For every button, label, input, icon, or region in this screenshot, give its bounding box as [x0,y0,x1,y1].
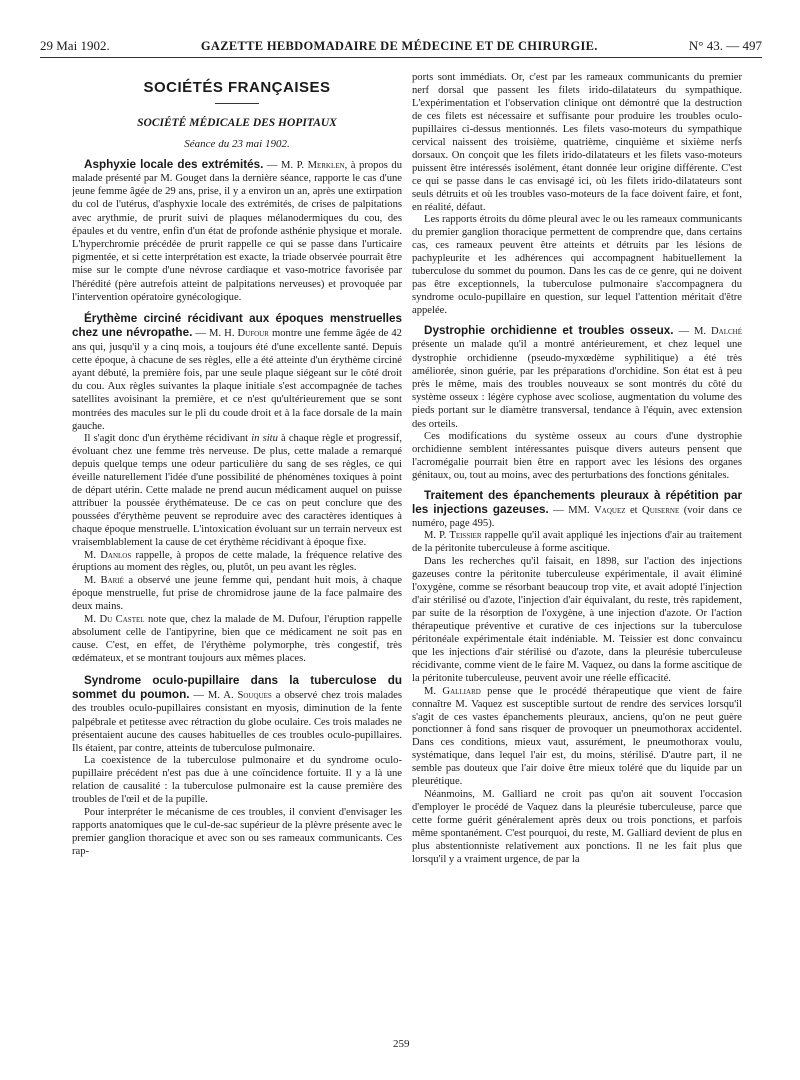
paragraph [412,686,742,790]
left-column [72,72,402,1032]
article-lead: — M. [673,326,712,338]
author-name: Souques [237,690,272,702]
paragraph [72,433,402,550]
author-name: Du Castel [99,614,145,626]
paragraph [412,489,742,531]
page-folio: 259 [393,1038,410,1050]
article-body: présente un malade qu'il a montré antérieurement, et chez lequel une dystrophie orchidienne (pseudo-myxœdème syphilitique) a été très améliorée, sinon guérie, par les préparations d'orchidine. Son état est à peu près le même, mais des troubles nouveaux se sont montrés du côté du système osseux : légère cyphose avec scoliose, augmentation du volume des pieds portant sur le diamètre transversal, tendance à l'équin, avec extension des orteils. [412,339,742,430]
section-title: SOCIÉTÉS FRANÇAISES [143,79,331,96]
article-body: a observé chez trois malades des troubles oculo-pupillaires consistant en myosis, diminution de la fente palpébrale et petitesse avec rétraction du globe oculaire. Ces trois malades ne présentaient aucune des causes habituelles de ces troubles oculo-pupillaires. Ils étaient, par contre, atteints de tuberculose pulmonaire. [72,690,402,755]
section-rule [215,103,259,104]
paragraph: Dans les recherches qu'il faisait, en 1898, sur l'action des injections gazeuses contre la péritonite tuberculeuse expérimentale, il avait éliminé l'oxygène, comme se résorbant beaucoup trop vite, et avait adopté l'injection d'air stérilisé ou d'azote, l'injection d'air équivalant, du reste, très rapidement, par suite de la résorption de l'oxygène, à une injection d'azote. Or l'action thérapeutique préventive et curative de ces injections sur la tuberculose péritonéale expérimentale était indéniable. M. Teissier est donc convaincu que les injections d'air stérilisé ou d'azote, dans la pleurésie tuberculeuse récidivante, comme vient de le faire M. Vaquez, ou dans la forme ascitique de la péritonite tuberculeuse, peuvent avoir une réelle efficacité. [412,556,742,684]
paragraph: Ces modifications du système osseux au cours d'une dystrophie orchidienne semblent intéressantes puisque divers auteurs pensent que l'acromégalie pourrait bien être en rapport avec les lésions des organes génitaux, ou, tout au moins, avec des perturbations des fonctions génitales. [412,430,742,481]
text-run: Il s'agit donc d'un érythème récidivant [84,432,252,444]
text-run: M. [84,614,100,626]
paragraph [72,575,402,614]
author-name: Teissier [449,530,482,542]
author-name: Quiserne [642,504,680,516]
subsection-title: SOCIÉTÉ MÉDICALE DES HOPITAUX [137,116,337,129]
author-name: Dufour [237,328,269,340]
author-name: Vaquez [594,504,626,516]
article-syndrome-oculo [72,674,402,859]
author-name: Merklen [307,159,345,171]
article-lead: — M. P. [263,159,308,171]
author-name: Barié [100,575,124,587]
header-date: 29 Mai 1902. [40,38,110,53]
article-body: , à propos du malade présenté par M. Gouget dans la dernière séance, rapporte le cas d'une jeune femme âgée de 29 ans, prise, il y a environ un an, après une extirpation du col de l'utérus, d'asphyxie locale des extrémités, de crises de palpitations avec arythmie, de prurit suivi de plaques mélanodermiques du cou, des épaules et du ventre, enfin d'un état de profonde asthénie physique et morale. L'hyperchromie précédée de prurit rappelle ce qui se passe dans l'urticaire pigmentée, et si cette interprétation est exacte, la triade observée pourrait être mise sur le compte d'une névrose cardiaque et vaso-motrice favorisée par l'hérédité (père autrefois atteint de palpitations nerveuses) et provoquée par l'intervention opératoire gynécologique. [72,159,402,303]
header-issue-page [689,38,762,54]
running-header [40,38,762,58]
seance-date: Séance du 23 mai 1902. [184,137,290,150]
article-heading: Traitement des épanchements pleuraux à répétition par les injections gazeuses. [412,488,742,516]
article-body: montre une femme âgée de 42 ans qui, jusqu'il y a cinq mois, a toujours été d'une excellente santé. Depuis cette époque, à chacune de ses règles, elle a été atteinte d'un érythème circiné ayant débuté, la première fois, par une seule plaque siégeant sur le côté droit du cou. Aux règles suivantes la plaque initiale s'est accompagnée de taches satellites avoisinant la première, et ce n'est qu'ultérieurement que se sont montrées des macules sur le pli du coude droit et à la face dorsale de la main gauche. [72,328,402,432]
header-page-number: 497 [742,38,762,53]
text-run: M. [84,549,101,561]
paragraph: Les rapports étroits du dôme pleural avec le ou les rameaux communicants du premier ganglion thoracique permettent de comprendre que, dans certains cas, ces rameaux peuvent être atteints et détruits par les lésions de pachypleurite et les adhérences qui accompagnent habituellement la tuberculose du sommet du poumon. Dans les cas de ce genre, qui ne doivent pas être exceptionnels, la tuberculose pulmonaire s'accompagnera du syndrome oculo-pupillaire en question, sur lequel l'attention méritait d'être appelée. [412,214,742,317]
author-name: Danlos [100,549,132,561]
article-heading: Érythème circiné récidivant aux époques menstruelles chez une névropathe. [72,312,402,340]
article-erytheme [72,312,402,666]
article-epanchements [412,489,742,867]
paragraph [72,312,402,433]
article-heading: Asphyxie locale des extrémités. [84,157,264,171]
text-run: M. [84,575,101,587]
paragraph-continued: ports sont immédiats. Or, c'est par les rameaux communicants du premier nerf dorsal que passent les filets irido-dilatateurs du sympathique. L'expérimentation et l'observation clinique ont démontré que la destruction de ces filets est nécessaire et suffisante pour produire les troubles oculo-pupillaires ci-dessus mentionnés. Les filets vaso-moteurs du sympathique cervical naissent des troisième, quatrième, cinquième et sixième nerfs dorsaux. On conçoit que les filets irido-dilatateurs et les filets vaso-moteurs puissent être intéressés isolément, étant donnée leur origine différente. C'est ce qui se passe dans le cas envisagé ici, où les filets irido-dilatateurs sont seuls détruits et où les troubles vaso-moteurs de la face doivent faire, et font, en réalité, défaut. [412,72,742,213]
journal-title: GAZETTE HEBDOMADAIRE DE MÉDECINE ET DE CHIRURGIE. [200,39,598,53]
article-lead: — M. H. [192,328,238,340]
header-separator: — [726,38,740,53]
article-dystrophie [412,324,742,482]
text-run: et [625,504,643,516]
paragraph [72,614,402,666]
text-run: rappelle qu'il avait appliqué les injections d'air au traitement de la péritonite tuberculeuse à forme ascitique. [412,530,742,555]
text-run: à chaque règle et progressif, évoluant chez une femme très nerveuse. De plus, cette malade a remarqué depuis quelque temps une odeur particulière du sang de ses règles, ce qui éveille naturellement l'idée d'une possibilité de phénomènes toxiques à point de départ utérin. Cette malade ne prend aucun médicament auquel on puisse attribuer la poussée érythémateuse. De ce cas on peut conclure que des poussées d'érythème peuvent se reproduire avec des caractères identiques à chaque époque menstruelle. L'intoxication évoluant sur un terrain nerveux est vraisemblablement la cause de cet érythème récidivant à époque fixe. [72,432,402,548]
right-column [412,72,742,1032]
paragraph: Néanmoins, M. Galliard ne croit pas qu'on ait souvent l'occasion d'employer le procédé de Vaquez dans la pleurésie tuberculeuse, parce que cette forme guérit généralement après deux ou trois ponctions, et parfois même spontanément. C'est pourquoi, du reste, M. Galliard devient de plus en plus abstentionniste relativement aux ponctions. Il ne les fait plus que lorsqu'il y a vraiment urgence, de par la [412,789,742,865]
text-run: a observé une jeune femme qui, pendant huit mois, à chaque époque menstruelle, fut prise de chromidrose jaune de la face palmaire des deux mains. [72,575,402,613]
article-heading: Syndrome oculo-pupillaire dans la tuberculose du sommet du poumon. [72,674,402,702]
paragraph: Pour interpréter le mécanisme de ces troubles, il convient d'envisager les rapports anatomiques que le cul-de-sac supérieur de la plèvre présente avec le premier ganglion thoracique et avec son ou ses rameaux communicants. Ces rap- [72,807,402,857]
italic-term: in situ [251,432,278,444]
paragraph [412,530,742,556]
author-name: Galliard [442,685,481,697]
text-run: M. P. [424,530,450,542]
page-reference: (voir dans ce numéro, page 495). [412,504,742,529]
paragraph: La coexistence de la tuberculose pulmonaire et du syndrome oculo-pupillaire précédent n'est pas due à une coïncidence fortuite. Il y a là une relation de causalité : la tuberculose pulmonaire est la cause première des troubles de l'œil et de la pupille. [72,755,402,806]
article-lead: — MM. [548,504,595,516]
text-run: pense que le procédé thérapeutique que vient de faire connaître M. Vaquez est susceptible surtout de rendre des services lorsqu'il s'agit de ces vastes épanchements pleuraux, anciens, qu'on ne peut guère ponctionner à fond sans risquer de provoquer un pneumothorax accidentel. Dans ces conditions, mieux vaut, assurément, le pneumothorax voulu, systématique, dans lequel l'air est, du moins, stérilisé. D'autre part, il ne semble pas douteux que l'air doive être mieux toléré que du liquide par un pleurétique. [412,685,742,788]
text-run: note que, chez la malade de M. Dufour, l'éruption rappelle absolument celle de l'antipyrine, bien que ce médicament ne soit pas en cause. C'est, en effet, de l'érythème polymorphe, très congestif, très œdémateux, et se montrant toujours aux mêmes places. [72,614,402,665]
article-asphyxie [72,158,402,304]
paragraph [412,324,742,431]
paragraph [72,674,402,755]
text-run: rappelle, à propos de cette malade, la fréquence relative des éruptions au moment des règles, ou, plutôt, un peu avant les règles. [72,549,402,574]
paragraph [72,550,402,576]
article-lead: — M. A. [189,690,238,702]
issue-number: N° 43. [688,38,723,53]
article-heading: Dystrophie orchidienne et troubles osseux. [424,324,674,338]
text-run: M. [424,685,443,697]
author-name: Dalché [711,326,742,338]
